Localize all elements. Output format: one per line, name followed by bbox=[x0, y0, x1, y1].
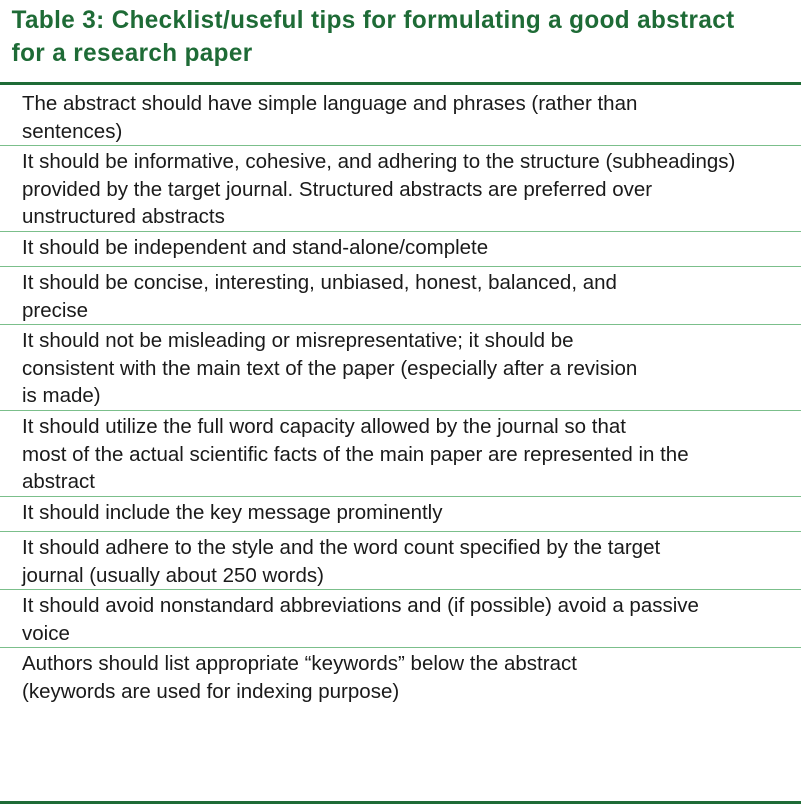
row-line: consistent with the main text of the paper (especially after a revision bbox=[22, 356, 638, 380]
row-line: provided by the target journal. Structured abstracts are preferred over bbox=[22, 177, 653, 201]
table-top-rule bbox=[0, 82, 801, 85]
table-row bbox=[0, 88, 801, 146]
row-line: It should include the key message prominently bbox=[22, 501, 443, 524]
table-row bbox=[0, 590, 801, 648]
row-line: unstructured abstracts bbox=[22, 205, 225, 228]
row-line: The abstract should have simple language and phrases (rather than bbox=[22, 92, 638, 115]
row-line: It should utilize the full word capacity allowed by the journal so that bbox=[22, 415, 626, 438]
row-line: Authors should list appropriate “keywords” below the abstract bbox=[22, 652, 577, 675]
table-title-line-2: for a research paper bbox=[11, 39, 253, 67]
row-line: voice bbox=[22, 621, 70, 645]
table-title-line-1: Table 3: Checklist/useful tips for formulating a good abstract bbox=[11, 6, 735, 34]
table-row bbox=[0, 497, 801, 532]
row-line: It should adhere to the style and the word count specified by the target bbox=[22, 536, 661, 559]
table-row bbox=[0, 267, 801, 325]
row-line: is made) bbox=[22, 384, 101, 407]
row-line: (keywords are used for indexing purpose) bbox=[22, 679, 400, 703]
table-row bbox=[0, 146, 801, 232]
row-line: sentences) bbox=[22, 119, 123, 143]
row-line: It should be independent and stand-alone/complete bbox=[22, 236, 489, 259]
row-line: It should avoid nonstandard abbreviations and (if possible) avoid a passive bbox=[22, 594, 699, 617]
table-row bbox=[0, 411, 801, 497]
table-row bbox=[0, 232, 801, 267]
row-line: It should be concise, interesting, unbiased, honest, balanced, and bbox=[22, 271, 617, 294]
row-line: journal (usually about 250 words) bbox=[22, 563, 324, 587]
row-line: precise bbox=[22, 298, 89, 322]
row-line: most of the actual scientific facts of the main paper are represented in the bbox=[22, 442, 689, 466]
row-line: abstract bbox=[22, 470, 95, 493]
row-line: It should be informative, cohesive, and adhering to the structure (subheadings) bbox=[22, 150, 736, 173]
table-row bbox=[0, 532, 801, 590]
table-title bbox=[0, 0, 777, 78]
table-rows bbox=[0, 88, 801, 706]
table-bottom-rule bbox=[0, 801, 801, 804]
row-line: It should not be misleading or misrepresentative; it should be bbox=[22, 329, 574, 352]
table-row bbox=[0, 648, 801, 706]
table-row bbox=[0, 325, 801, 411]
